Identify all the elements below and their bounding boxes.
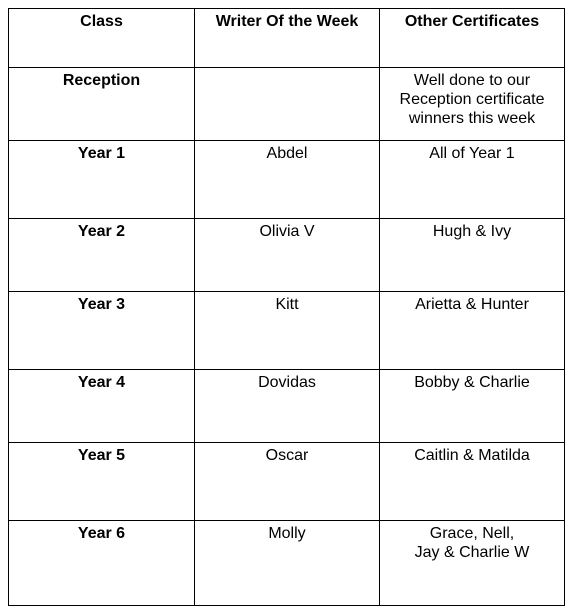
class-cell: Year 1 [9,141,195,219]
table-row [9,443,565,521]
class-cell: Reception [9,68,195,141]
table-row [9,370,565,443]
table-row [9,141,565,219]
certificates-cell: Well done to our Reception certificate winners this week [380,68,565,141]
certificates-cell: All of Year 1 [380,141,565,219]
class-cell: Year 6 [9,521,195,606]
class-cell: Year 2 [9,219,195,292]
writer-cell [195,68,380,141]
header-other-certificates: Other Certificates [380,9,565,68]
writer-cell: Molly [195,521,380,606]
table-row [9,68,565,141]
class-cell: Year 5 [9,443,195,521]
writer-cell: Olivia V [195,219,380,292]
header-writer-of-the-week: Writer Of the Week [195,9,380,68]
certificates-cell: Hugh & Ivy [380,219,565,292]
certificates-cell: Arietta & Hunter [380,292,565,370]
writer-cell: Dovidas [195,370,380,443]
table-row [9,521,565,606]
certificates-cell: Bobby & Charlie [380,370,565,443]
writer-cell: Abdel [195,141,380,219]
class-cell: Year 4 [9,370,195,443]
certificates-cell: Grace, Nell, Jay & Charlie W [380,521,565,606]
table-row [9,219,565,292]
table-header-row [9,9,565,68]
writer-cell: Kitt [195,292,380,370]
certificates-cell: Caitlin & Matilda [380,443,565,521]
certificates-table [8,8,565,606]
header-class: Class [9,9,195,68]
writer-cell: Oscar [195,443,380,521]
table-row [9,292,565,370]
class-cell: Year 3 [9,292,195,370]
